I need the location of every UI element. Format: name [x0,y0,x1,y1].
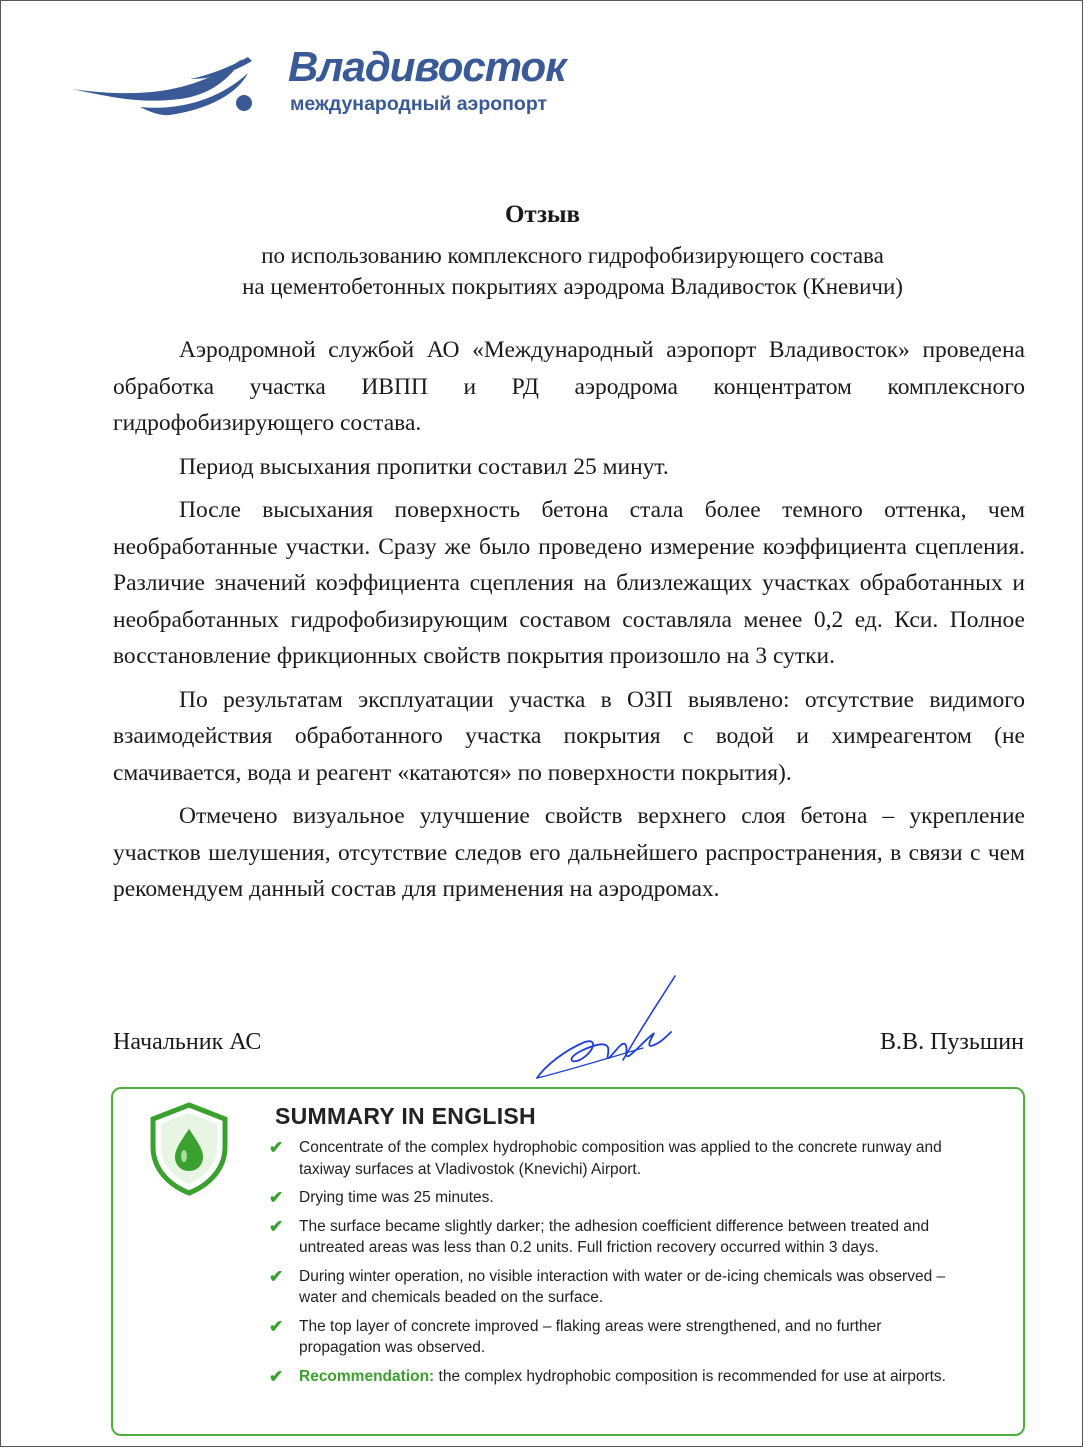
checkmark-icon: ✔ [269,1138,284,1157]
summary-item-text: Concentrate of the complex hydrophobic composition was applied to the concrete runway and taxiway surfaces at Vladivostok (Knevichi) Airport. [299,1139,942,1178]
document-subtitle [0,240,1085,302]
summary-item [269,1316,949,1359]
summary-panel [111,1087,1025,1436]
recommendation-label: Recommendation: [299,1367,435,1385]
logo-subtitle: международный аэропорт [290,93,548,115]
document-title: Отзыв [504,201,581,228]
summary-title: SUMMARY IN ENGLISH [275,1103,536,1129]
shield-water-drop-icon [147,1101,231,1197]
summary-item-recommendation [269,1366,949,1388]
subtitle-line-2: на цементобетонных покрытиях аэродрома Владивосток (Кневичи) [242,274,903,299]
checkmark-icon: ✔ [269,1366,284,1386]
summary-item [269,1216,949,1259]
summary-item-text: During winter operation, no visible interaction with water or de-icing chemicals was observed – water and chemicals beaded on the surface. [299,1267,946,1306]
summary-item [269,1266,949,1309]
summary-item-text: Drying time was 25 minutes. [299,1189,494,1206]
body-paragraph: После высыхания поверхность бетона стала более темного оттенка, чем необработанные участки. Сразу же было проведено измерение коэффициента сцепления. Различие значений коэффициента сцепления на близлежащих участках обработанных и необработанных гидрофобизирующим составом составляла менее 0,2 ед. Кси. Полное восстановление фрикционных свойств покрытия произошло на 3 сутки. [113,497,1025,669]
checkmark-icon: ✔ [269,1266,284,1286]
body-paragraph: Период высыхания пропитки составил 25 минут. [179,453,669,480]
checkmark-icon: ✔ [269,1216,284,1236]
airplane-wing-logo-icon [70,49,270,119]
handwritten-signature [525,970,685,1085]
body-paragraph: Аэродромной службой АО «Международный аэропорт Владивосток» проведена обработка участка ИВПП и РД аэродрома концентратом комплексного гидрофобизирующего состава. [113,337,1025,436]
subtitle-line-1: по использованию комплексного гидрофобизирующего состава [261,243,884,268]
checkmark-icon: ✔ [269,1316,284,1336]
body-paragraph: По результатам эксплуатации участка в ОЗП выявлено: отсутствие видимого взаимодействия обработанного участка покрытия с водой и химреагентом (не смачивается, вода и реагент «катаются» по поверхности покрытия). [113,686,1025,786]
summary-list [269,1137,949,1394]
recommendation-text: the complex hydrophobic composition is recommended for use at airports. [434,1367,946,1385]
signer-name: В.В. Пузьшин [880,1029,1024,1055]
checkmark-icon: ✔ [269,1188,284,1207]
logo-title: Владивосток [288,43,566,90]
summary-item-text: The surface became slightly darker; the adhesion coefficient difference between treated and untreated areas was less than 0.2 units. Full friction recovery occurred within 3 days. [299,1217,930,1256]
summary-item-text: The top layer of concrete improved – flaking areas were strengthened, and no further propagation was observed. [299,1317,882,1356]
document-body [113,332,1025,915]
signer-role: Начальник АС [113,1029,262,1055]
summary-item [269,1187,949,1209]
summary-item [269,1137,949,1180]
body-paragraph: Отмечено визуальное улучшение свойств верхнего слоя бетона – укрепление участков шелушения, отсутствие следов его дальнейшего распространения, в связи с чем рекомендуем данный состав для применения на аэродромах. [113,803,1025,902]
airport-logo [70,45,590,125]
